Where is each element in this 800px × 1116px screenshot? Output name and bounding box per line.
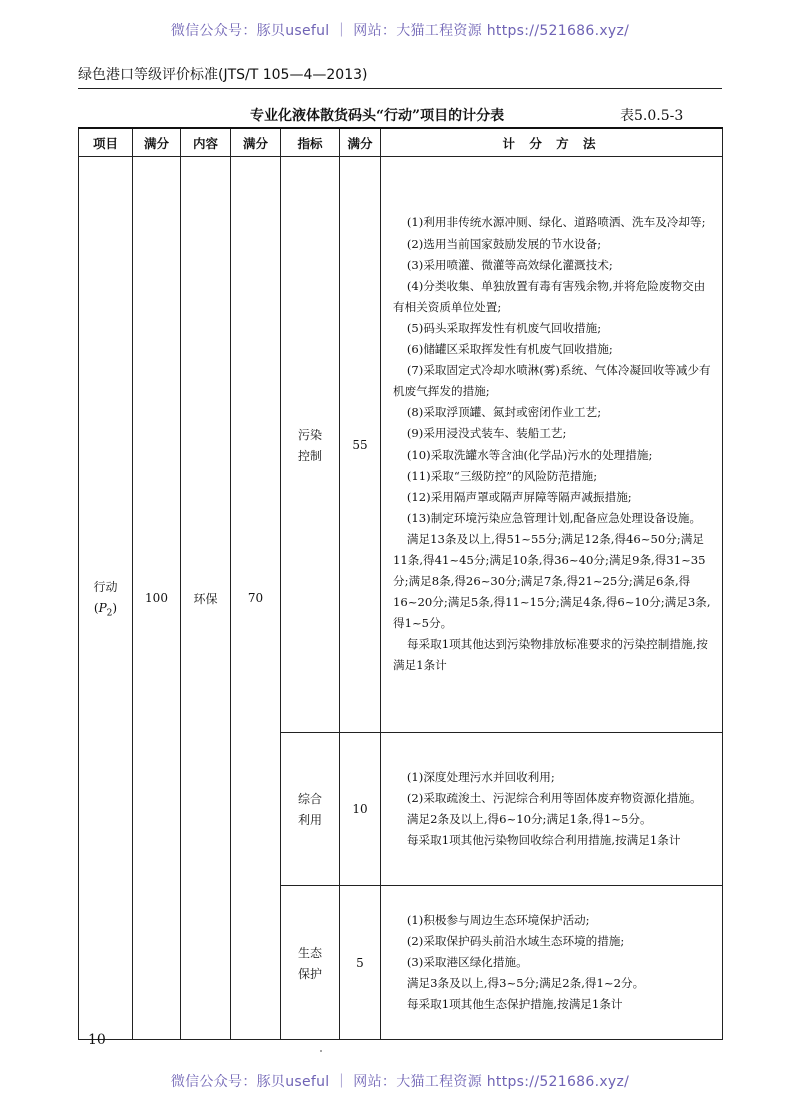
item-full-score: 100 [133, 157, 181, 1040]
column-header-content: 内容 [181, 128, 231, 157]
table-title: 专业化液体散货码头“行动”项目的计分表 [250, 108, 505, 124]
scoring-method: (1)深度处理污水并回收利用; (2)采取疏浚土、污泥综合利用等固体废弃物资源化措施。 满足2条及以上,得6~10分;满足1条,得1~5分。 每采取1项其他污染物回收综合利用措施,按满足1条计 [381, 733, 723, 886]
scan-speck [320, 1050, 322, 1052]
indicator-score: 10 [340, 733, 381, 886]
content-name: 环保 [181, 157, 231, 1040]
table-header-row [79, 128, 723, 157]
page-number: 10 [88, 1032, 106, 1048]
indicator-pollution-control: 污染 控制 [281, 157, 340, 733]
score-table [78, 127, 723, 1040]
indicator-score: 5 [340, 886, 381, 1040]
watermark-top: 微信公众号：豚贝useful ｜ 网站：大猫工程资源 https://521686.xyz/ [170, 23, 630, 39]
column-header-indicator-score: 满分 [340, 128, 381, 157]
item-name: 行动 [93, 579, 118, 594]
column-header-indicator: 指标 [281, 128, 340, 157]
column-header-item: 项目 [79, 128, 133, 157]
table-number: 表5.0.5-3 [620, 108, 684, 124]
table-row [79, 157, 723, 733]
item-code: $(P_2)$ [93, 600, 118, 619]
running-header: 绿色港口等级评价标准(JTS/T 105—4—2013) [78, 67, 368, 83]
indicator-comprehensive-utilization: 综合 利用 [281, 733, 340, 886]
item-cell [79, 157, 133, 1040]
column-header-content-score: 满分 [231, 128, 281, 157]
scoring-method: (1)利用非传统水源冲厕、绿化、道路喷洒、洗车及冷却等; (2)选用当前国家鼓励发展的节水设备; (3)采用喷灌、微灌等高效绿化灌溉技术; (4)分类收集、单独放置有毒有害残余物,并将危险废物交由有相关资质单位处置; (5)码头采取挥发性有机废气回收措施; (6)储罐区采取挥发性有机废气回收措施; (7)采取固定式冷却水喷淋(雾)系统、气体冷凝回收等减少有机废气挥发的措施; (8)采取浮顶罐、氮封或密闭作业工艺; (9)采用浸没式装车、装船工艺; (10)采取洗罐水等含油(化学品)污水的处理措施; (11)采取“三级防控”的风险防范措施; (12)采用隔声罩或隔声屏障等隔声减振措施; (13)制定环境污染应急管理计划,配备应急处理设备设施。 满足13条及以上,得51~55分;满足12条,得46~50分;满足11条,得41~45分;满足10条,得36~40分;满足9条,得31~35分;满足8条,得26~30分;满足7条,得21~25分;满足6条,得16~20分;满足5条,得11~15分;满足4条,得6~10分;满足3条,得1~5分。 每采取1项其他达到污染物排放标准要求的污染控制措施,按满足1条计 [381, 157, 723, 733]
column-header-item-score: 满分 [133, 128, 181, 157]
indicator-score: 55 [340, 157, 381, 733]
indicator-ecological-protection: 生态 保护 [281, 886, 340, 1040]
watermark-bottom: 微信公众号：豚贝useful ｜ 网站：大猫工程资源 https://521686.xyz/ [170, 1074, 630, 1090]
content-full-score: 70 [231, 157, 281, 1040]
header-rule [78, 88, 722, 89]
scoring-method: (1)积极参与周边生态环境保护活动; (2)采取保护码头前沿水域生态环境的措施; (3)采取港区绿化措施。 满足3条及以上,得3~5分;满足2条,得1~2分。 每采取1项其他生态保护措施,按满足1条计 [381, 886, 723, 1040]
column-header-method: 计 分 方 法 [381, 128, 723, 157]
